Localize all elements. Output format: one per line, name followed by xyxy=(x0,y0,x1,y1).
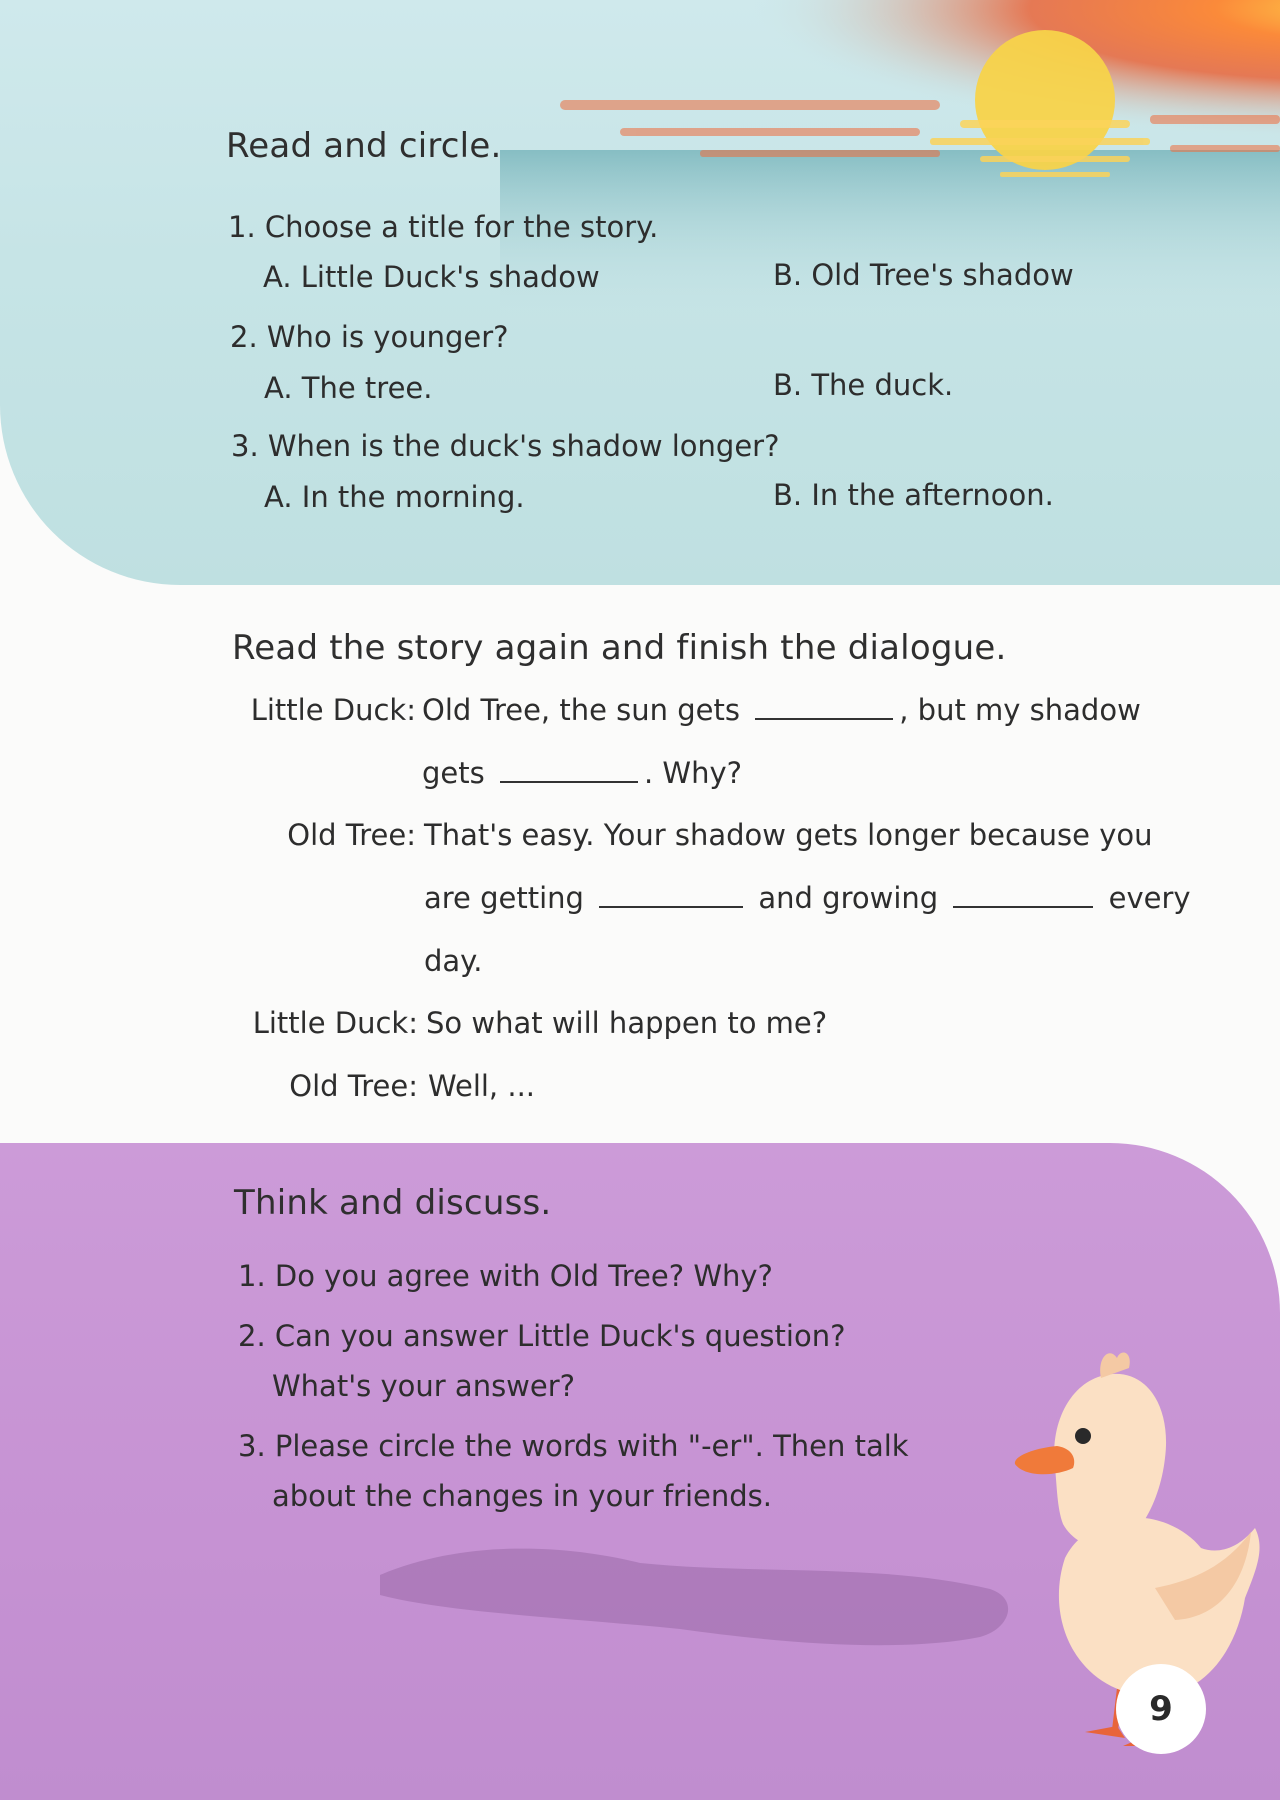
discuss-item-2-line2: What's your answer? xyxy=(272,1369,576,1403)
question-3-option-a[interactable]: A. In the morning. xyxy=(264,480,525,514)
question-2-option-b[interactable]: B. The duck. xyxy=(773,368,954,402)
duck-beak-icon xyxy=(1015,1446,1074,1474)
dialogue-line-2-part1: That's easy. Your shadow gets longer because you xyxy=(424,818,1153,852)
answer-blank-2[interactable] xyxy=(500,777,638,783)
dialogue-line-2-part3: and growing xyxy=(758,881,939,915)
answer-blank-3[interactable] xyxy=(599,902,743,908)
dialogue-line-1 xyxy=(422,693,1141,727)
dialogue-speaker-old-tree: Old Tree: xyxy=(287,818,416,852)
dialogue-line-1-part3: gets xyxy=(422,756,485,790)
question-3-option-b[interactable]: B. In the afternoon. xyxy=(773,478,1054,512)
question-3-prompt: 3. When is the duck's shadow longer? xyxy=(231,429,780,463)
dialogue-line-2-part5: day. xyxy=(424,944,483,978)
think-and-discuss-heading: Think and discuss. xyxy=(234,1183,552,1223)
dialogue-line-1-part4: . Why? xyxy=(643,756,742,790)
discuss-item-3-line2: about the changes in your friends. xyxy=(272,1479,772,1513)
question-2-option-a[interactable]: A. The tree. xyxy=(264,371,433,405)
dialogue-line-1-continued xyxy=(422,756,742,790)
dialogue-line-3: So what will happen to me? xyxy=(426,1006,828,1040)
sun-icon xyxy=(975,30,1115,170)
dialogue-speaker-little-duck: Little Duck: xyxy=(250,693,416,727)
dialogue-speaker-little-duck-2: Little Duck: xyxy=(252,1006,418,1040)
read-and-circle-panel xyxy=(0,0,1280,585)
answer-blank-1[interactable] xyxy=(755,714,893,720)
page-number: 9 xyxy=(1149,1689,1173,1729)
read-and-circle-heading: Read and circle. xyxy=(226,126,502,166)
duck-eye-icon xyxy=(1075,1428,1091,1444)
question-1-option-a[interactable]: A. Little Duck's shadow xyxy=(263,260,600,294)
question-2-prompt: 2. Who is younger? xyxy=(230,320,509,354)
dialogue-line-2-part2: are getting xyxy=(424,881,584,915)
think-and-discuss-panel xyxy=(0,1143,1280,1800)
question-1-prompt: 1. Choose a title for the story. xyxy=(228,210,659,244)
dialogue-speaker-old-tree-2: Old Tree: xyxy=(289,1069,418,1103)
page-number-badge xyxy=(1116,1664,1206,1754)
duck-shadow xyxy=(380,1549,1008,1646)
sunset-illustration xyxy=(0,0,1280,585)
discuss-item-1: 1. Do you agree with Old Tree? Why? xyxy=(238,1259,773,1293)
discuss-item-3-line1: 3. Please circle the words with "-er". Then talk xyxy=(238,1429,909,1463)
duck-foot-left xyxy=(1085,1726,1125,1738)
answer-blank-4[interactable] xyxy=(953,902,1093,908)
dialogue-line-1-part1: Old Tree, the sun gets xyxy=(422,693,740,727)
dialogue-heading: Read the story again and finish the dialogue. xyxy=(232,628,1007,668)
dialogue-line-2-part4: every xyxy=(1108,881,1191,915)
question-1-option-b[interactable]: B. Old Tree's shadow xyxy=(773,258,1074,292)
dialogue-line-4: Well, ... xyxy=(428,1069,536,1103)
dialogue-line-1-part2: , but my shadow xyxy=(899,693,1141,727)
dialogue-line-2-continued xyxy=(424,881,1191,915)
discuss-item-2-line1: 2. Can you answer Little Duck's question? xyxy=(238,1319,846,1353)
